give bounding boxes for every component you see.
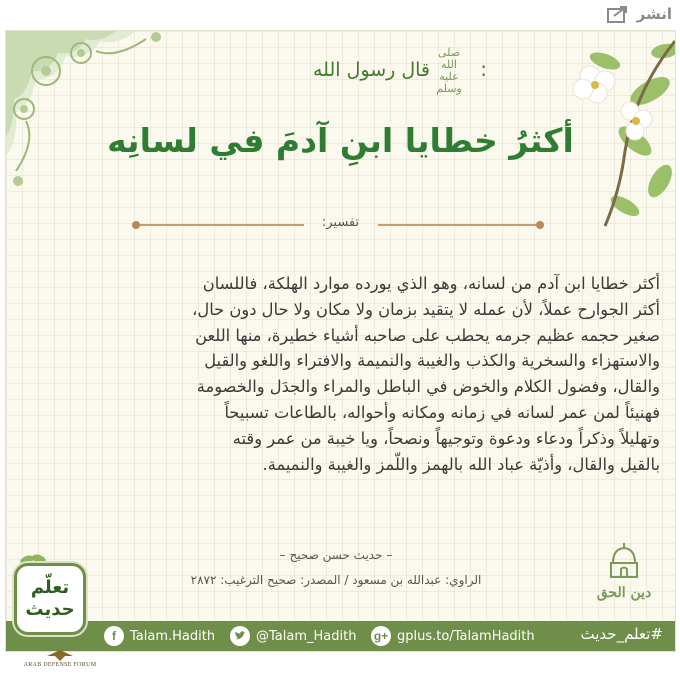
explanation-line: بالقيل والقال، وأذيّة عباد الله بالهمز واللّمز والغيبة والنميمة. [262, 454, 660, 474]
share-button[interactable] [607, 2, 672, 26]
facebook-handle: Talam.Hadith [130, 628, 216, 644]
explanation-text [18, 271, 660, 477]
explanation-line: أكثر الجوارح عملاً، لأن عمله لا يتقيد بزمان ولا مكان ولا حال دون حال، [192, 299, 660, 319]
social-footer [6, 621, 675, 651]
hadith-source: الراوي: عبدالله بن مسعود / المصدر: صحيح الترغيب: ٢٨٧٢ [190, 573, 482, 587]
tafsir-label: تفسير: [321, 215, 360, 230]
facebook-icon: f [104, 626, 124, 646]
explanation-line: والاستهزاء والسخرية والكذب والغيبة والنميمة والافتراء واللغو والقيل [204, 351, 660, 371]
google-plus-icon: g+ [371, 626, 391, 646]
eagle-icon [45, 648, 75, 662]
din-al-haq-logo [595, 541, 653, 611]
gplus-link[interactable] [371, 625, 535, 647]
facebook-link[interactable] [104, 625, 215, 647]
hadith-intro-text: قال رسول الله [312, 59, 430, 81]
share-icon [607, 5, 629, 23]
explanation-line: وتهليلاً وذكراً ودعاء ودعوة وتوجيهاً ونصحاً، ويا خيبة من عمر وقته [232, 428, 660, 448]
intro-colon: : [480, 57, 487, 81]
hashtag: #تعلم_حديث [580, 625, 663, 643]
learn-hadith-badge [14, 563, 86, 635]
honorific-calligraphy: صلى الله عليه وسلم [436, 46, 462, 95]
logo-label: دين الحق [596, 585, 652, 601]
explanation-line: أكثر خطايا ابن آدم من لسانه، وهو الذي يورده موارد الهلكة، فاللسان [202, 274, 660, 293]
explanation-line: فهنيئاً لمن عمر لسانه في زمانه ومكانه وأحواله، بالطاعات تسبيحاً [224, 402, 660, 422]
share-label: انشر [636, 5, 672, 23]
hadith-title: أكثرُ خطايا ابنِ آدمَ في لسانِه [107, 121, 574, 160]
explanation-line: والقال، وفضول الكلام والخوض في الباطل والمراء والجدَل والخصومة [196, 377, 660, 397]
badge-line-2: حديث [25, 599, 75, 620]
mosque-icon [607, 541, 641, 579]
gplus-handle: gplus.to/TalamHadith [397, 628, 535, 644]
hadith-card [5, 30, 676, 652]
badge-line-1: تعلّم [30, 577, 70, 598]
twitter-handle: @Talam_Hadith [256, 628, 357, 644]
top-share-bar [0, 0, 680, 28]
explanation-line: صغير حجمه عظيم جرمه يحطب على صاحبه أشياء خطيرة، منها اللعن [195, 325, 660, 345]
hadith-grade: – حديث حسن صحيح – [279, 548, 393, 562]
arab-defense-forum-watermark [10, 648, 110, 678]
watermark-text: ARAB DEFENSE FORUM [23, 662, 97, 668]
twitter-icon [230, 626, 250, 646]
twitter-link[interactable] [230, 625, 356, 647]
